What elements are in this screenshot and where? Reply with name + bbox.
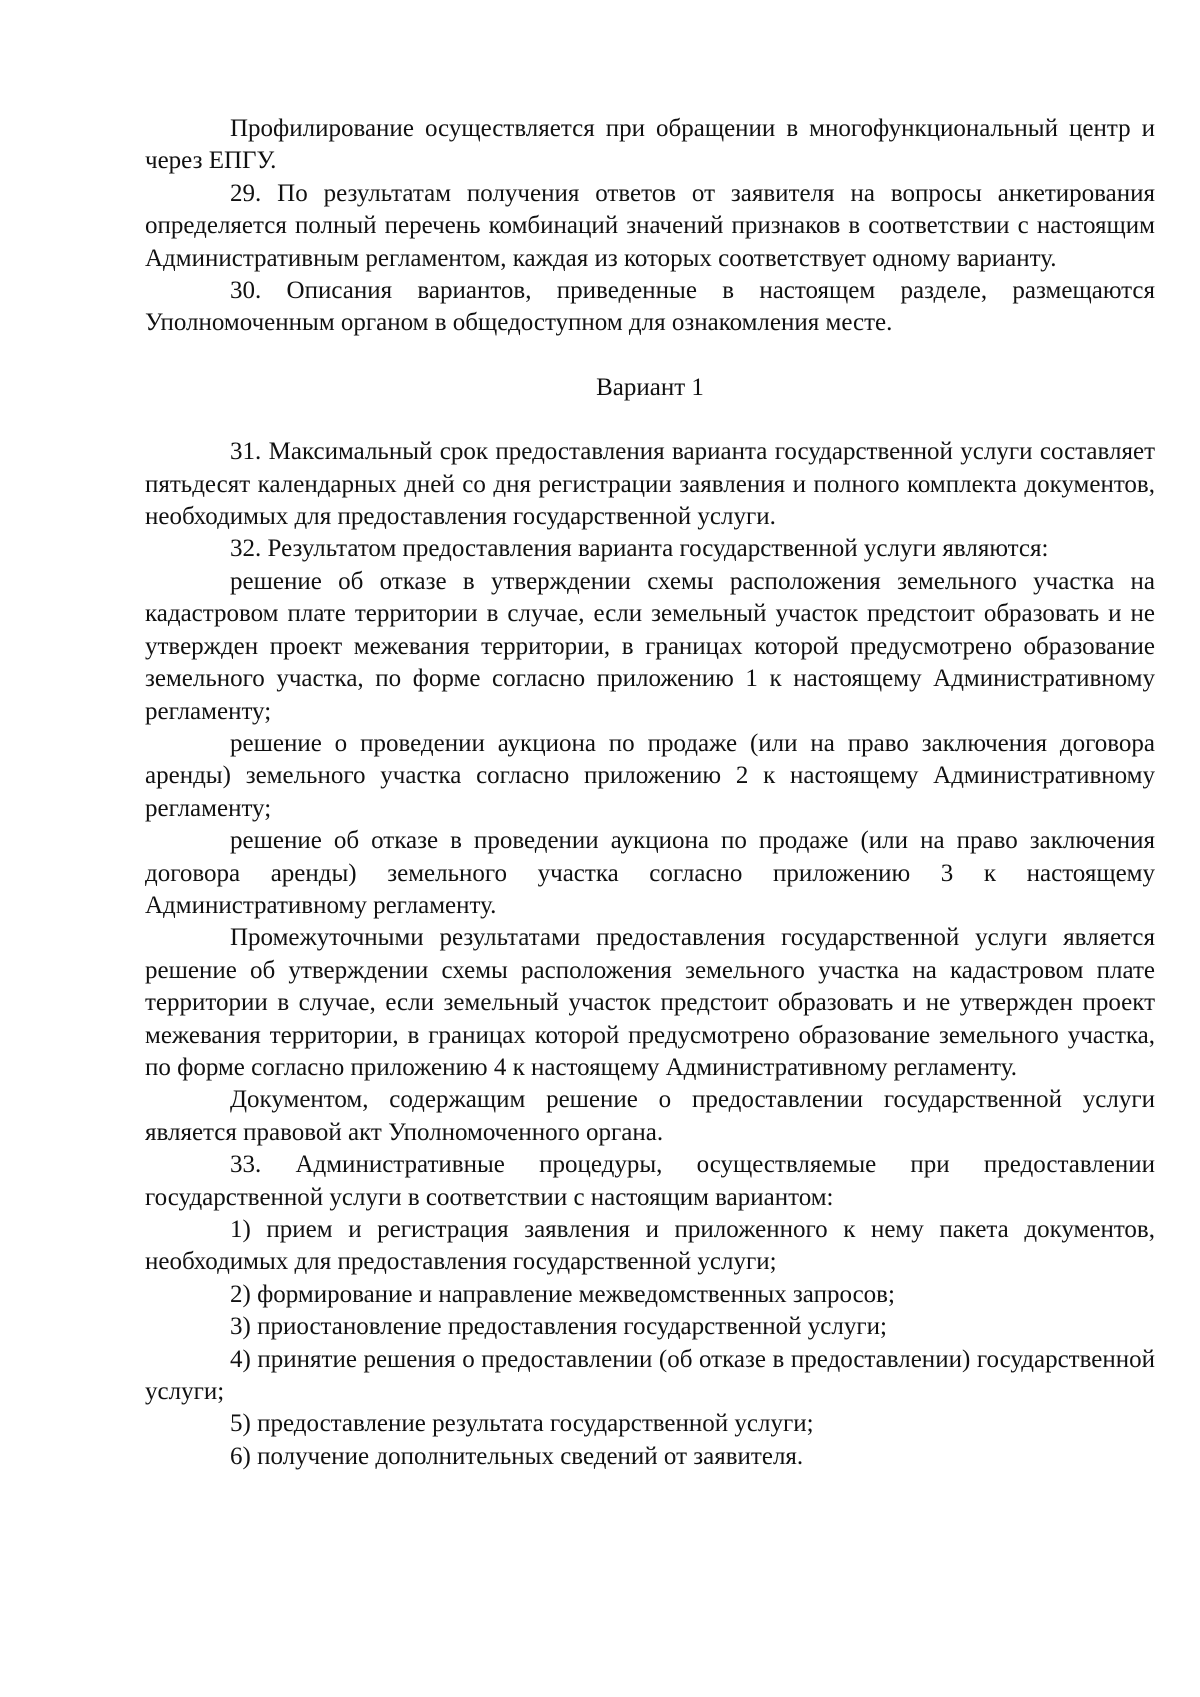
procedure-item-3: 3) приостановление предоставления государственной услуги; bbox=[230, 1313, 887, 1341]
result-item-refusal-scheme: решение об отказе в утверждении схемы расположения земельного участка на кадастровом плате территории в случае, если земельный участок предстоит образовать и не утвержден проект межевания территории, в границах которой предусмотрено образование земельного участка, по форме согласно приложению 1 к настоящему Административному регламенту; bbox=[145, 567, 1155, 725]
procedure-item-6: 6) получение дополнительных сведений от заявителя. bbox=[230, 1442, 804, 1470]
variant-heading: Вариант 1 bbox=[596, 373, 704, 401]
procedure-item-4: 4) принятие решения о предоставлении (об отказе в предоставлении) государственной услуги; bbox=[145, 1345, 1155, 1406]
paragraph-31: 31. Максимальный срок предоставления варианта государственной услуги составляет пятьдесят календарных дней со дня регистрации заявления и полного комплекта документов, необходимых для предоставления государственной услуги. bbox=[145, 438, 1155, 531]
paragraph-33: 33. Административные процедуры, осуществляемые при предоставлении государственной услуги в соответствии с настоящим вариантом: bbox=[145, 1151, 1155, 1211]
paragraph-29: 29. По результатам получения ответов от заявителя на вопросы анкетирования определяется полный перечень комбинаций значений признаков в соответствии с настоящим Административным регламентом, каждая из которых соответствует одному варианту. bbox=[145, 179, 1155, 272]
paragraph-intermediate-results: Промежуточными результатами предоставления государственной услуги является решение об утверждении схемы расположения земельного участка на кадастровом плате территории в случае, если земельный участок предстоит образовать и не утвержден проект межевания территории, в границах которой предусмотрено образование земельного участка, по форме согласно приложению 4 к настоящему Административному регламенту. bbox=[145, 924, 1155, 1081]
paragraph-profiling: Профилирование осуществляется при обращении в многофункциональный центр и через ЕПГУ. bbox=[145, 115, 1155, 175]
document-page bbox=[145, 113, 1155, 1473]
result-item-auction-refusal: решение об отказе в проведении аукциона по продаже (или на право заключения договора аренды) земельного участка согласно приложению 3 к настоящему Административному регламенту. bbox=[145, 827, 1155, 919]
paragraph-decision-document: Документом, содержащим решение о предоставлении государственной услуги является правовой акт Уполномоченного органа. bbox=[145, 1086, 1155, 1146]
result-item-auction-decision: решение о проведении аукциона по продаже (или на право заключения договора аренды) земельного участка согласно приложению 2 к настоящему Административному регламенту; bbox=[145, 729, 1155, 822]
paragraph-30: 30. Описания вариантов, приведенные в настоящем разделе, размещаются Уполномоченным органом в общедоступном для ознакомления месте. bbox=[145, 277, 1155, 337]
procedure-item-2: 2) формирование и направление межведомственных запросов; bbox=[230, 1280, 895, 1308]
procedure-item-1: 1) прием и регистрация заявления и приложенного к нему пакета документов, необходимых для предоставления государственной услуги; bbox=[145, 1216, 1155, 1276]
paragraph-32: 32. Результатом предоставления варианта государственной услуги являются: bbox=[230, 535, 1049, 563]
procedure-item-5: 5) предоставление результата государственной услуги; bbox=[230, 1410, 814, 1438]
